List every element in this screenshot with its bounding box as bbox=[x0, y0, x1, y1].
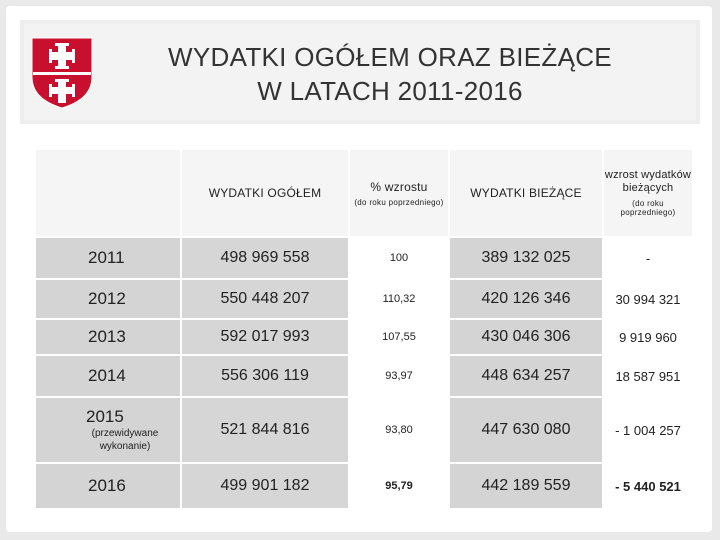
current-cell: 420 126 346 bbox=[450, 280, 602, 318]
pct-cell: 107,55 bbox=[350, 320, 448, 354]
total-cell: 499 901 182 bbox=[182, 464, 348, 508]
current-cell: 447 630 080 bbox=[450, 398, 602, 462]
header-year-blank bbox=[36, 150, 180, 236]
pct-cell: 93,80 bbox=[350, 398, 448, 462]
pct-cell: 93,97 bbox=[350, 356, 448, 396]
header-current: WYDATKI BIEŻĄCE bbox=[450, 150, 602, 236]
year-cell: 2014 bbox=[36, 356, 180, 396]
header-total: WYDATKI OGÓŁEM bbox=[182, 150, 348, 236]
year-cell: 2012 bbox=[36, 280, 180, 318]
total-cell: 498 969 558 bbox=[182, 238, 348, 278]
header-pct-growth bbox=[350, 150, 448, 236]
title-line-1: WYDATKI OGÓŁEM ORAZ BIEŻĄCE bbox=[168, 42, 612, 72]
total-cell: 550 448 207 bbox=[182, 280, 348, 318]
year-cell: 2011 bbox=[36, 238, 180, 278]
current-cell: 430 046 306 bbox=[450, 320, 602, 354]
title-line-2: W LATACH 2011-2016 bbox=[257, 76, 523, 106]
current-cell: 448 634 257 bbox=[450, 356, 602, 396]
year-label: 2015 bbox=[86, 407, 124, 426]
coat-of-arms-icon bbox=[31, 37, 93, 109]
growth-cell: 18 587 951 bbox=[604, 356, 692, 396]
growth-cell: - 5 440 521 bbox=[604, 464, 692, 508]
growth-cell: 30 994 321 bbox=[604, 280, 692, 318]
header-current-growth-label: wzrost wydatków bieżących bbox=[604, 169, 692, 194]
expenditure-table bbox=[36, 150, 692, 496]
pct-cell: 95,79 bbox=[350, 464, 448, 508]
current-cell: 389 132 025 bbox=[450, 238, 602, 278]
growth-cell: 9 919 960 bbox=[604, 320, 692, 354]
header-current-growth-note: (do roku poprzedniego) bbox=[620, 199, 676, 217]
total-cell: 592 017 993 bbox=[182, 320, 348, 354]
year-note: (przewidywane wykonanie) bbox=[91, 428, 159, 452]
total-cell: 556 306 119 bbox=[182, 356, 348, 396]
year-cell bbox=[36, 398, 180, 462]
year-cell: 2013 bbox=[36, 320, 180, 354]
year-cell: 2016 bbox=[36, 464, 180, 508]
header-current-growth bbox=[604, 150, 692, 236]
current-cell: 442 189 559 bbox=[450, 464, 602, 508]
pct-cell: 110,32 bbox=[350, 280, 448, 318]
growth-cell: - bbox=[604, 238, 692, 278]
growth-cell: - 1 004 257 bbox=[604, 398, 692, 462]
total-cell: 521 844 816 bbox=[182, 398, 348, 462]
pct-cell: 100 bbox=[350, 238, 448, 278]
header-pct-growth-label: % wzrostu bbox=[370, 179, 428, 194]
page-title bbox=[110, 40, 670, 108]
header-pct-growth-note: (do roku poprzedniego) bbox=[354, 197, 444, 207]
